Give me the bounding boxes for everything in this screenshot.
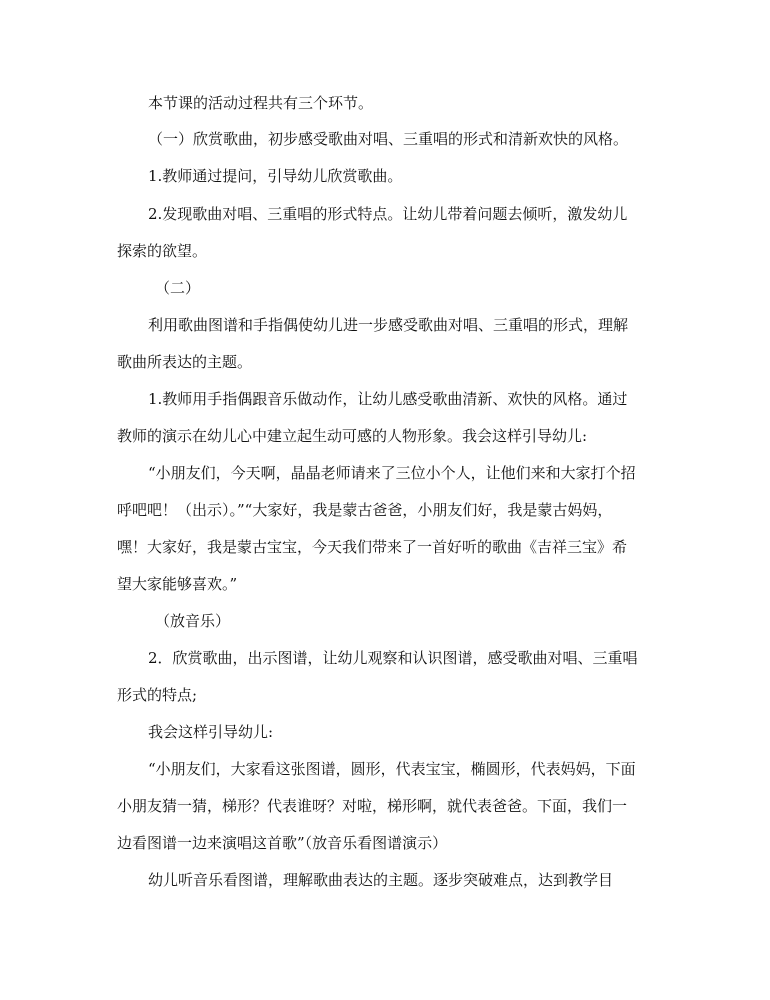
text-line-5: 探索的欲望。 — [117, 242, 208, 260]
text-line-6: （二） — [155, 279, 201, 297]
text-line-19: “小朋友们，大家看这张图谱，圆形，代表宝宝，椭圆形，代表妈妈，下面 — [148, 760, 636, 778]
text-line-8: 歌曲所表达的主题。 — [117, 353, 253, 371]
text-line-11: “小朋友们，今天啊，晶晶老师请来了三位小个人，让他们来和大家打个招 — [148, 464, 636, 482]
text-line-7: 利用歌曲图谱和手指偶使幼儿进一步感受歌曲对唱、三重唱的形式，理解 — [148, 316, 629, 334]
text-line-16: 2．欣赏歌曲，出示图谱，让幼儿观察和认识图谱，感受歌曲对唱、三重唱 — [148, 649, 638, 667]
text-line-13: 嘿！大家好，我是蒙古宝宝，今天我们带来了一首好听的歌曲《吉祥三宝》希 — [117, 538, 628, 556]
text-line-9: 1.教师用手指偶跟音乐做动作，让幼儿感受歌曲清新、欢快的风格。通过 — [148, 390, 628, 408]
text-line-1: 本节课的活动过程共有三个环节。 — [148, 94, 374, 112]
text-line-10: 教师的演示在幼儿心中建立起生动可感的人物形象。我会这样引导幼儿: — [117, 427, 588, 445]
text-line-3: 1.教师通过提问，引导幼儿欣赏歌曲。 — [148, 167, 403, 185]
text-line-20: 小朋友猜一猜，梯形？代表谁呀？对啦，梯形啊，就代表爸爸。下面，我们一 — [117, 797, 628, 815]
text-line-2: （一）欣赏歌曲，初步感受歌曲对唱、三重唱的形式和清新欢快的风格。 — [148, 130, 629, 148]
text-line-21: 边看图谱一边来演唱这首歌”（放音乐看图谱演示） — [117, 834, 448, 852]
text-line-18: 我会这样引导幼儿: — [148, 723, 274, 741]
text-line-4: 2.发现歌曲对唱、三重唱的形式特点。让幼儿带着问题去倾听，激发幼儿 — [148, 205, 628, 223]
text-line-22: 幼儿听音乐看图谱，理解歌曲表达的主题。逐步突破难点，达到教学目 — [148, 871, 614, 889]
text-line-17: 形式的特点; — [117, 686, 198, 704]
text-line-15: （放音乐） — [155, 612, 231, 630]
text-line-14: 望大家能够喜欢。” — [117, 575, 238, 593]
text-line-12: 呼吧吧！（出示）。”“大家好，我是蒙古爸爸，小朋友们好，我是蒙古妈妈， — [117, 501, 613, 519]
